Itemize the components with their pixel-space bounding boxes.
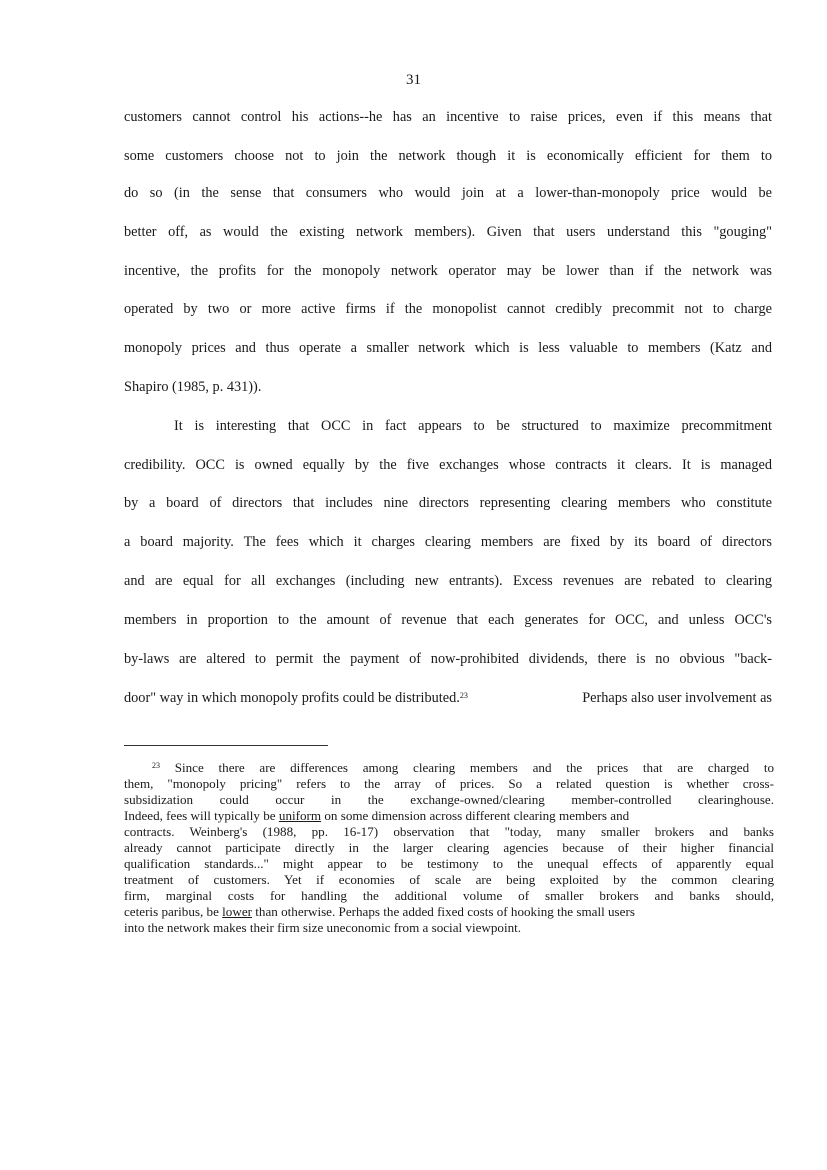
footnote-line: treatment of customers. Yet if economies of scale are being exploited by the common clearing <box>124 872 774 887</box>
body-line: credibility. OCC is owned equally by the five exchanges whose contracts it clears. It is managed <box>124 457 772 473</box>
body-line: by a board of directors that includes nine directors representing clearing members who constitute <box>124 495 772 511</box>
body-line-text: door" way in which monopoly profits could be distributed. <box>124 690 460 706</box>
footnote-separator <box>124 745 328 746</box>
footnote-text: than otherwise. Perhaps the added fixed costs of hooking the small users <box>252 904 635 919</box>
footnote-emphasis: lower <box>222 904 252 919</box>
footnote-emphasis: uniform <box>278 808 322 823</box>
footnote-marker: 23 <box>152 761 160 770</box>
body-line: customers cannot control his actions--he has an incentive to raise prices, even if this means that <box>124 109 772 125</box>
page-number: 31 <box>406 72 421 88</box>
body-line: do so (in the sense that consumers who would join at a lower-than-monopoly price would be <box>124 185 772 201</box>
body-line: monopoly prices and thus operate a smaller network which is less valuable to members (Katz and <box>124 340 772 356</box>
paragraph-first-line: It is interesting that OCC in fact appears to be structured to maximize precommitment <box>174 418 772 434</box>
footnote-line <box>124 808 774 824</box>
footnote-line: firm, marginal costs for handling the additional volume of smaller brokers and banks should, <box>124 888 774 903</box>
footnote-text: Indeed, fees will typically be <box>124 808 279 823</box>
footnote-first-line <box>152 760 774 776</box>
footnote-text: ceteris paribus, be <box>124 904 223 919</box>
footnote-line: into the network makes their firm size uneconomic from a social viewpoint. <box>124 920 522 935</box>
body-line-with-footnote-ref <box>124 689 772 707</box>
body-line: incentive, the profits for the monopoly network operator may be lower than if the network was <box>124 263 772 279</box>
footnote-line: already cannot participate directly in the larger clearing agencies because of their higher financial <box>124 840 774 855</box>
footnote-text: on some dimension across different clearing members and <box>321 808 630 823</box>
body-line: some customers choose not to join the network though it is economically efficient for them to <box>124 148 772 164</box>
body-line-text: Perhaps also user involvement as <box>582 690 772 706</box>
body-line: and are equal for all exchanges (including new entrants). Excess revenues are rebated to clearing <box>124 573 772 589</box>
footnote-line: them, "monopoly pricing" refers to the array of prices. So a related question is whether cross- <box>124 776 774 791</box>
body-line: Shapiro (1985, p. 431)). <box>124 379 262 395</box>
footnote-reference: 23 <box>459 691 468 700</box>
body-line: by-laws are altered to permit the payment of now-prohibited dividends, there is no obvious "back- <box>124 651 772 667</box>
footnote-line: subsidization could occur in the exchange-owned/clearing member-controlled clearinghouse. <box>124 792 774 807</box>
body-line: better off, as would the existing network members). Given that users understand this "gouging" <box>124 224 772 240</box>
body-line: a board majority. The fees which it charges clearing members are fixed by its board of directors <box>124 534 772 550</box>
footnote-line: contracts. Weinberg's (1988, pp. 16-17) observation that "today, many smaller brokers and banks <box>124 824 774 839</box>
footnote-line <box>124 904 774 920</box>
footnote-text: Since there are differences among clearing members and the prices that are charged to <box>174 760 774 775</box>
footnote-line: qualification standards..." might appear to be testimony to the unequal effects of apparently equal <box>124 856 774 871</box>
body-line: operated by two or more active firms if the monopolist cannot credibly precommit not to charge <box>124 301 772 317</box>
body-line: members in proportion to the amount of revenue that each generates for OCC, and unless OCC's <box>124 612 772 628</box>
